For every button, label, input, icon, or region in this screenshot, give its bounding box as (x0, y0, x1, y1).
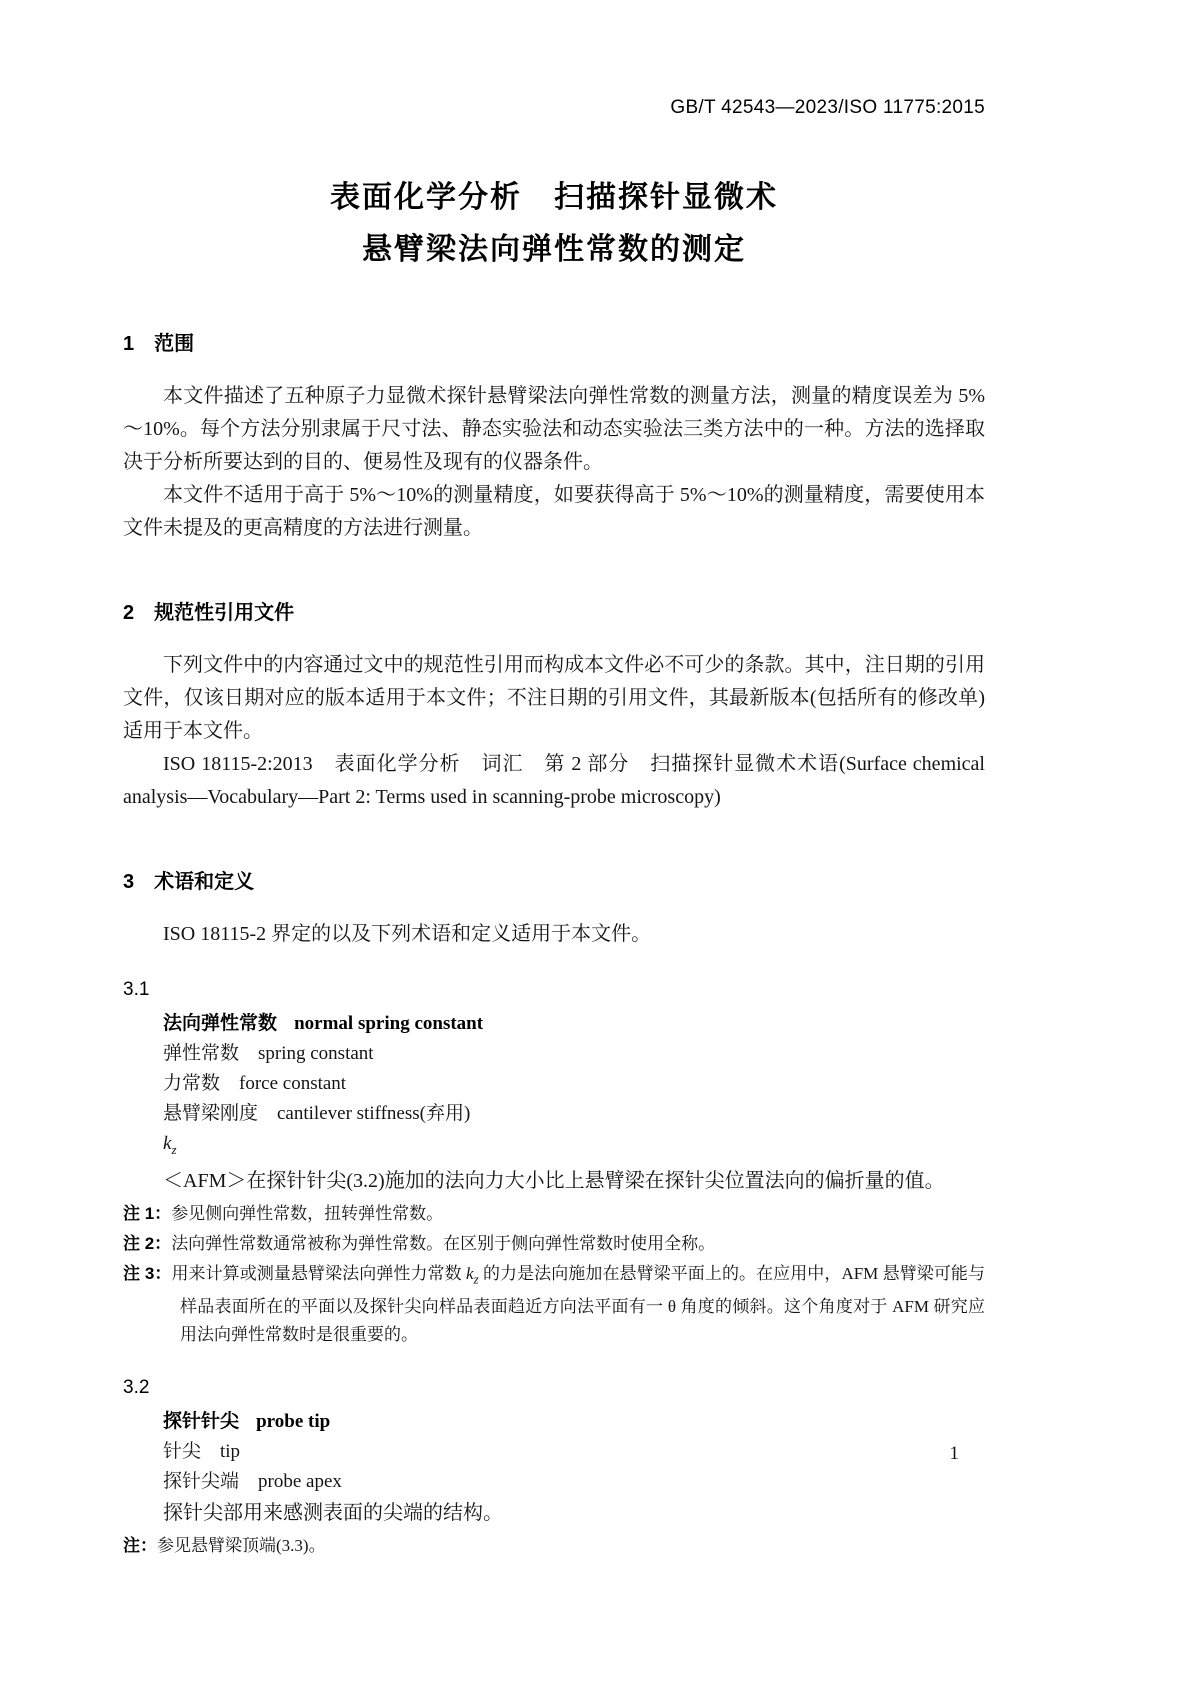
symbol-subscript-z: z (171, 1141, 177, 1157)
term-3-2-synonym-2: 探针尖端 probe apex (163, 1471, 342, 1493)
title-line-2: 悬臂梁法向弹性常数的测定 (362, 233, 746, 266)
section-normative-references (123, 599, 985, 814)
note-3-text-after: 的力是法向施加在悬臂梁平面上的。在应用中，AFM 悬臂梁可能与样品表面所在的平面以及探针尖向样品表面趋近方向法平面有一 θ 角度的倾斜。这个角度对于 AFM 研究应用法向弹性常数时是很重要的。 (180, 1263, 985, 1345)
scope-paragraph-1: 本文件描述了五种原子力显微术探针悬臂梁法向弹性常数的测量方法，测量的精度误差为 5%～10%。每个方法分别隶属于尺寸法、静态实验法和动态实验法三类方法中的一种。方法的选择取决于分析所要达到的目的、便易性及现有的仪器条件。 (123, 385, 985, 473)
term-3-1-title (163, 1009, 985, 1039)
term-3-1-note-2 (123, 1230, 985, 1258)
section-2-heading: 2 规范性引用文件 (123, 602, 295, 624)
symbol-k: k (163, 1133, 172, 1154)
section-scope (123, 330, 985, 545)
reference-iso-18115-2: ISO 18115-2:2013 表面化学分析 词汇 第 2 部分 扫描探针显微术术语(Surface chemical analysis—Vocabulary—Part 2: Terms used in scanning-probe microscopy) (123, 753, 985, 808)
section-1-heading: 1 范围 (123, 333, 195, 355)
references-intro-paragraph: 下列文件中的内容通过文中的规范性引用而构成本文件必不可少的条款。其中，注日期的引用文件，仅该日期对应的版本适用于本文件；不注日期的引用文件，其最新版本(包括所有的修改单)适用于本文件。 (123, 654, 985, 742)
standard-number: GB/T 42543—2023/ISO 11775:2015 (670, 97, 985, 118)
document-title (123, 172, 985, 276)
term-3-1-note-3 (123, 1260, 985, 1349)
term-3-2-definition: 探针尖部用来感测表面的尖端的结构。 (163, 1502, 503, 1525)
note-3-label: 注 3： (123, 1263, 172, 1283)
terms-intro: ISO 18115-2 界定的以及下列术语和定义适用于本文件。 (163, 923, 652, 945)
note-2-label: 注 2： (123, 1233, 172, 1253)
section-terms-and-definitions (123, 868, 985, 1560)
term-3-2-synonym-1: 针尖 tip (163, 1441, 241, 1463)
page-header (123, 96, 985, 120)
note-text: 参见悬臂梁顶端(3.3)。 (157, 1536, 326, 1556)
term-entry-3-1 (123, 975, 985, 1349)
symbol-subscript-z-inline: z (473, 1271, 479, 1287)
symbol-k-inline: k (466, 1263, 474, 1283)
title-line-1: 表面化学分析 扫描探针显微术 (330, 181, 778, 214)
section-2-body (123, 649, 985, 814)
term-3-1-name-cn: 法向弹性常数 (163, 1013, 278, 1034)
term-3-1-synonym-1: 弹性常数 spring constant (163, 1043, 374, 1064)
term-3-1-number: 3.1 (123, 979, 150, 1000)
term-entry-3-2 (123, 1373, 985, 1560)
term-3-2-number: 3.2 (123, 1377, 150, 1399)
page-number: 1 (949, 1443, 959, 1464)
note-2-text: 法向弹性常数通常被称为弹性常数。在区别于侧向弹性常数时使用全称。 (171, 1233, 716, 1253)
term-3-2-name-en: probe tip (256, 1411, 331, 1433)
note-label: 注： (123, 1536, 157, 1556)
note-1-text: 参见侧向弹性常数，扭转弹性常数。 (171, 1203, 444, 1223)
term-3-1-synonym-2: 力常数 force constant (163, 1073, 347, 1094)
term-3-2-title (163, 1407, 985, 1437)
section-3-body (123, 918, 985, 951)
term-3-2-name-cn: 探针针尖 (163, 1411, 240, 1433)
section-3-heading: 3 术语和定义 (123, 871, 255, 893)
note-3-text-before: 用来计算或测量悬臂梁法向弹性力常数 (171, 1263, 467, 1283)
term-3-1-synonym-3: 悬臂梁刚度 cantilever stiffness(弃用) (163, 1103, 471, 1124)
term-3-1-name-en: normal spring constant (294, 1013, 484, 1034)
term-3-1-definition: ＜AFM＞在探针针尖(3.2)施加的法向力大小比上悬臂梁在探针尖位置法向的偏折量的值。 (163, 1169, 945, 1192)
section-1-body (123, 380, 985, 545)
term-3-1-note-1 (123, 1200, 985, 1228)
scope-paragraph-2: 本文件不适用于高于 5%～10%的测量精度，如要获得高于 5%～10%的测量精度，需要使用本文件未提及的更高精度的方法进行测量。 (123, 484, 985, 539)
term-3-2-note (123, 1532, 985, 1560)
term-3-1-symbol (163, 1129, 985, 1165)
note-1-label: 注 1： (123, 1203, 172, 1223)
